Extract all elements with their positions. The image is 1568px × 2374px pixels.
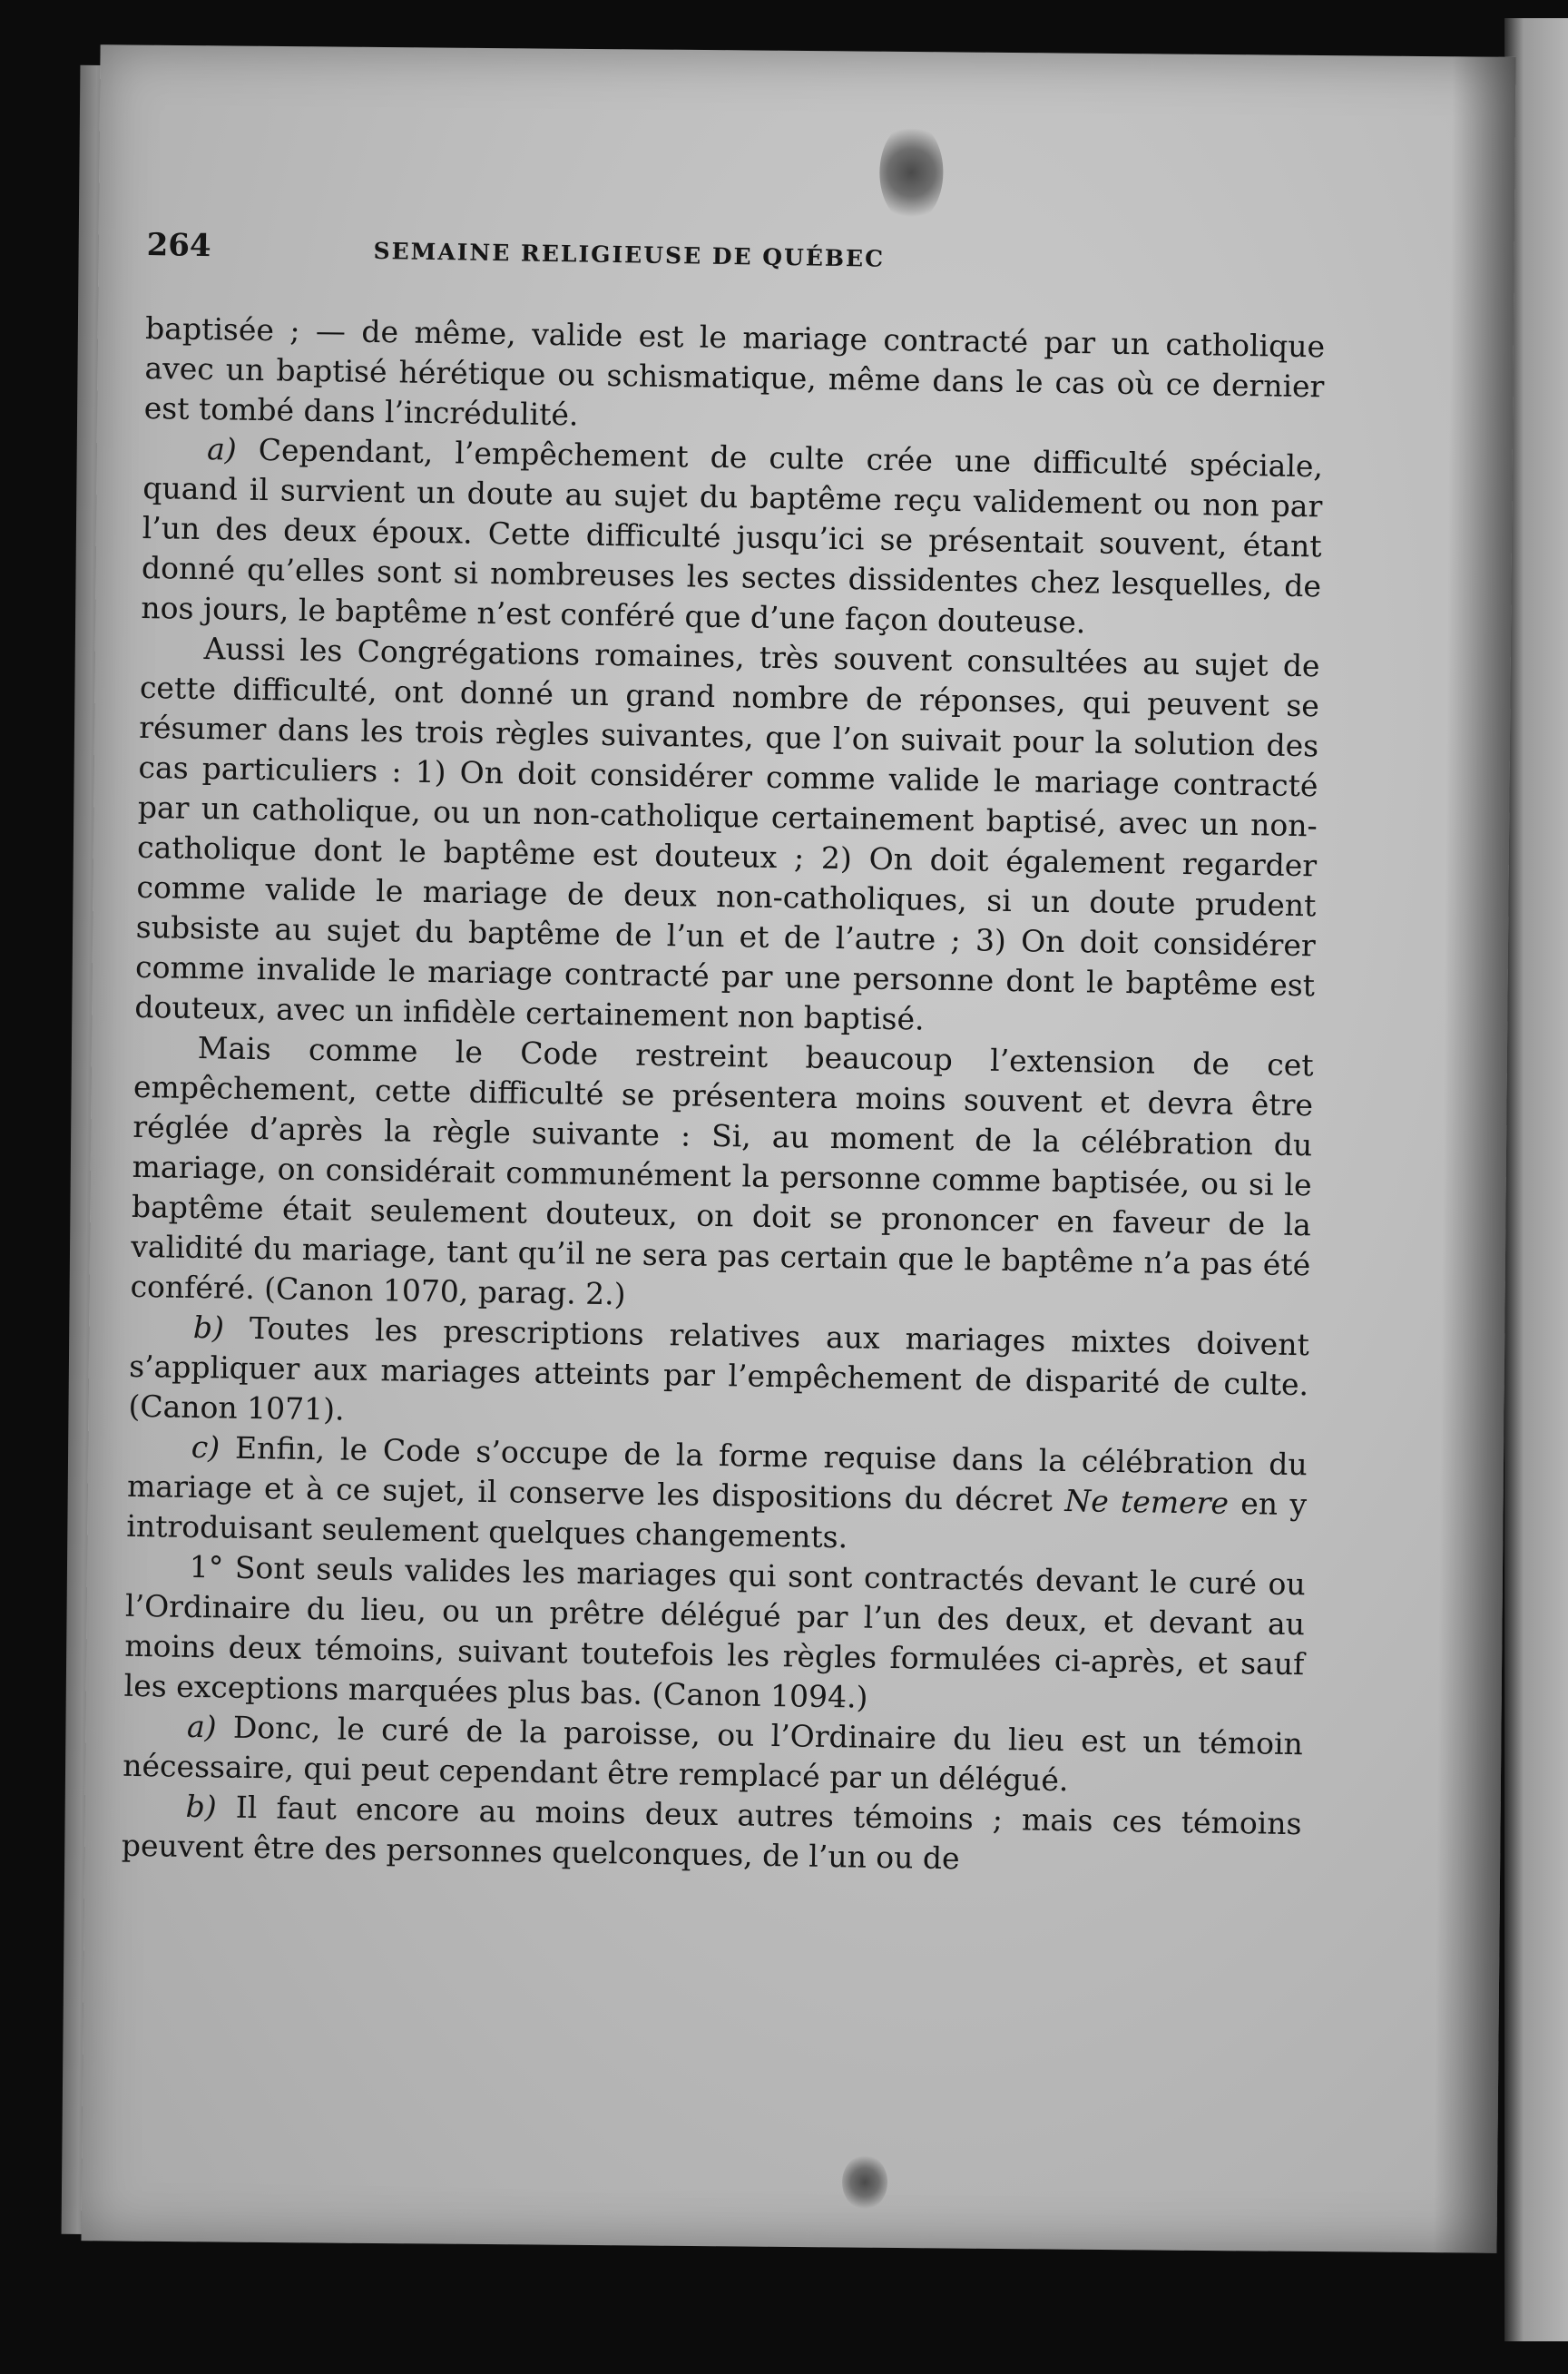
paragraph-1: baptisée ; — de même, valide est le mariage contracté par un catholique avec un baptisé hérétique ou schismatique, même dans le cas où ce dernier est tombé dans l’incrédulité.: [143, 309, 1326, 433]
paragraph-a-cure: a) Donc, le curé de la paroisse, ou l’Ordinaire du lieu est un témoin nécessaire, qui peut cependant être remplacé par un délégué.: [122, 1708, 1304, 1799]
paragraph-a-difficulte: a) Cependant, l’empêchement de culte crée une difficulté spéciale, quand il survient un doute au sujet du baptême reçu validement ou non par l’un des deux époux. Cette difficulté jusqu’ici se présentait souvent, étant donné qu’elles sont si nombreuses les sectes dissidentes chez lesquelles, de nos jours, le baptême n’est conféré que d’une façon douteuse.: [141, 431, 1324, 641]
list-marker: b): [192, 1309, 225, 1346]
paragraph-c-forme: c) Enfin, le Code s’occupe de la forme requise dans la célébration du mariage et à ce sujet, il conserve les dispositions du décret Ne temere en y introduisant seulement quelques changements.: [126, 1428, 1308, 1555]
paragraph-congregations: Aussi les Congrégations romaines, très souvent consultées au sujet de cette difficulté, ont donné un grand nombre de réponses, qui peuvent se résumer dans les trois règles suivantes, que l’on suivait pour la solution des cas particuliers : 1) On doit considérer comme valide le mariage contracté par un catholique, ou un non-catholique certainement baptisé, avec un non-catholique dont le baptême est douteux ; 2) On doit également regarder comme valide le mariage de deux non-catholiques, si un doute prudent subsiste au sujet du baptême de l’un et de l’autre ; 3) On doit considérer comme invalide le mariage contracté par une personne dont le baptême est douteux, avec un infidèle certainement non baptisé.: [134, 631, 1320, 1037]
list-marker: b): [185, 1788, 217, 1825]
decree-title: Ne temere: [1064, 1483, 1230, 1521]
ink-stain-top: [879, 123, 944, 223]
paragraph-b-temoins: b) Il faut encore au moins deux autres témoins ; mais ces témoins peuvent être des personnes quelconques, de l’un ou de: [121, 1788, 1302, 1877]
list-marker: a): [206, 431, 237, 467]
paragraph-code: Mais comme le Code restreint beaucoup l’extension de cet empêchement, cette difficulté se présentera moins souvent et devra être réglée d’après la règle suivante : Si, au moment de la célébration du mariage, on considérait communément la personne comme baptisée, ou si le baptême était seulement douteux, on doit se prononcer en faveur de la validité du mariage, tant qu’il ne sera pas certain que le baptême n’a pas été conféré. (Canon 1070, parag. 2.): [130, 1029, 1314, 1312]
paragraph-1-valides: 1° Sont seuls valides les mariages qui sont contractés devant le curé ou l’Ordinaire du lieu, ou un prêtre délégué par l’un des deux, et devant au moins deux témoins, suivant toutefois les règles formulées ci-après, et sauf les exceptions marquées plus bas. (Canon 1094.): [123, 1548, 1306, 1715]
facing-page-edge: [1504, 18, 1568, 2341]
ink-stain-bottom: [842, 2154, 888, 2209]
page-gutter-shadow: [1433, 56, 1515, 2253]
running-title: SEMAINE RELIGIEUSE DE QUÉBEC: [373, 237, 886, 272]
paragraph-b-prescriptions: b) Toutes les prescriptions relatives aux mariages mixtes doivent s’appliquer aux mariages atteints par l’empêchement de disparité de culte. (Canon 1071).: [128, 1309, 1310, 1427]
list-marker: c): [191, 1428, 220, 1466]
list-marker: a): [186, 1708, 217, 1745]
page-number: 264: [146, 226, 211, 265]
page-text: [122, 225, 1327, 1884]
